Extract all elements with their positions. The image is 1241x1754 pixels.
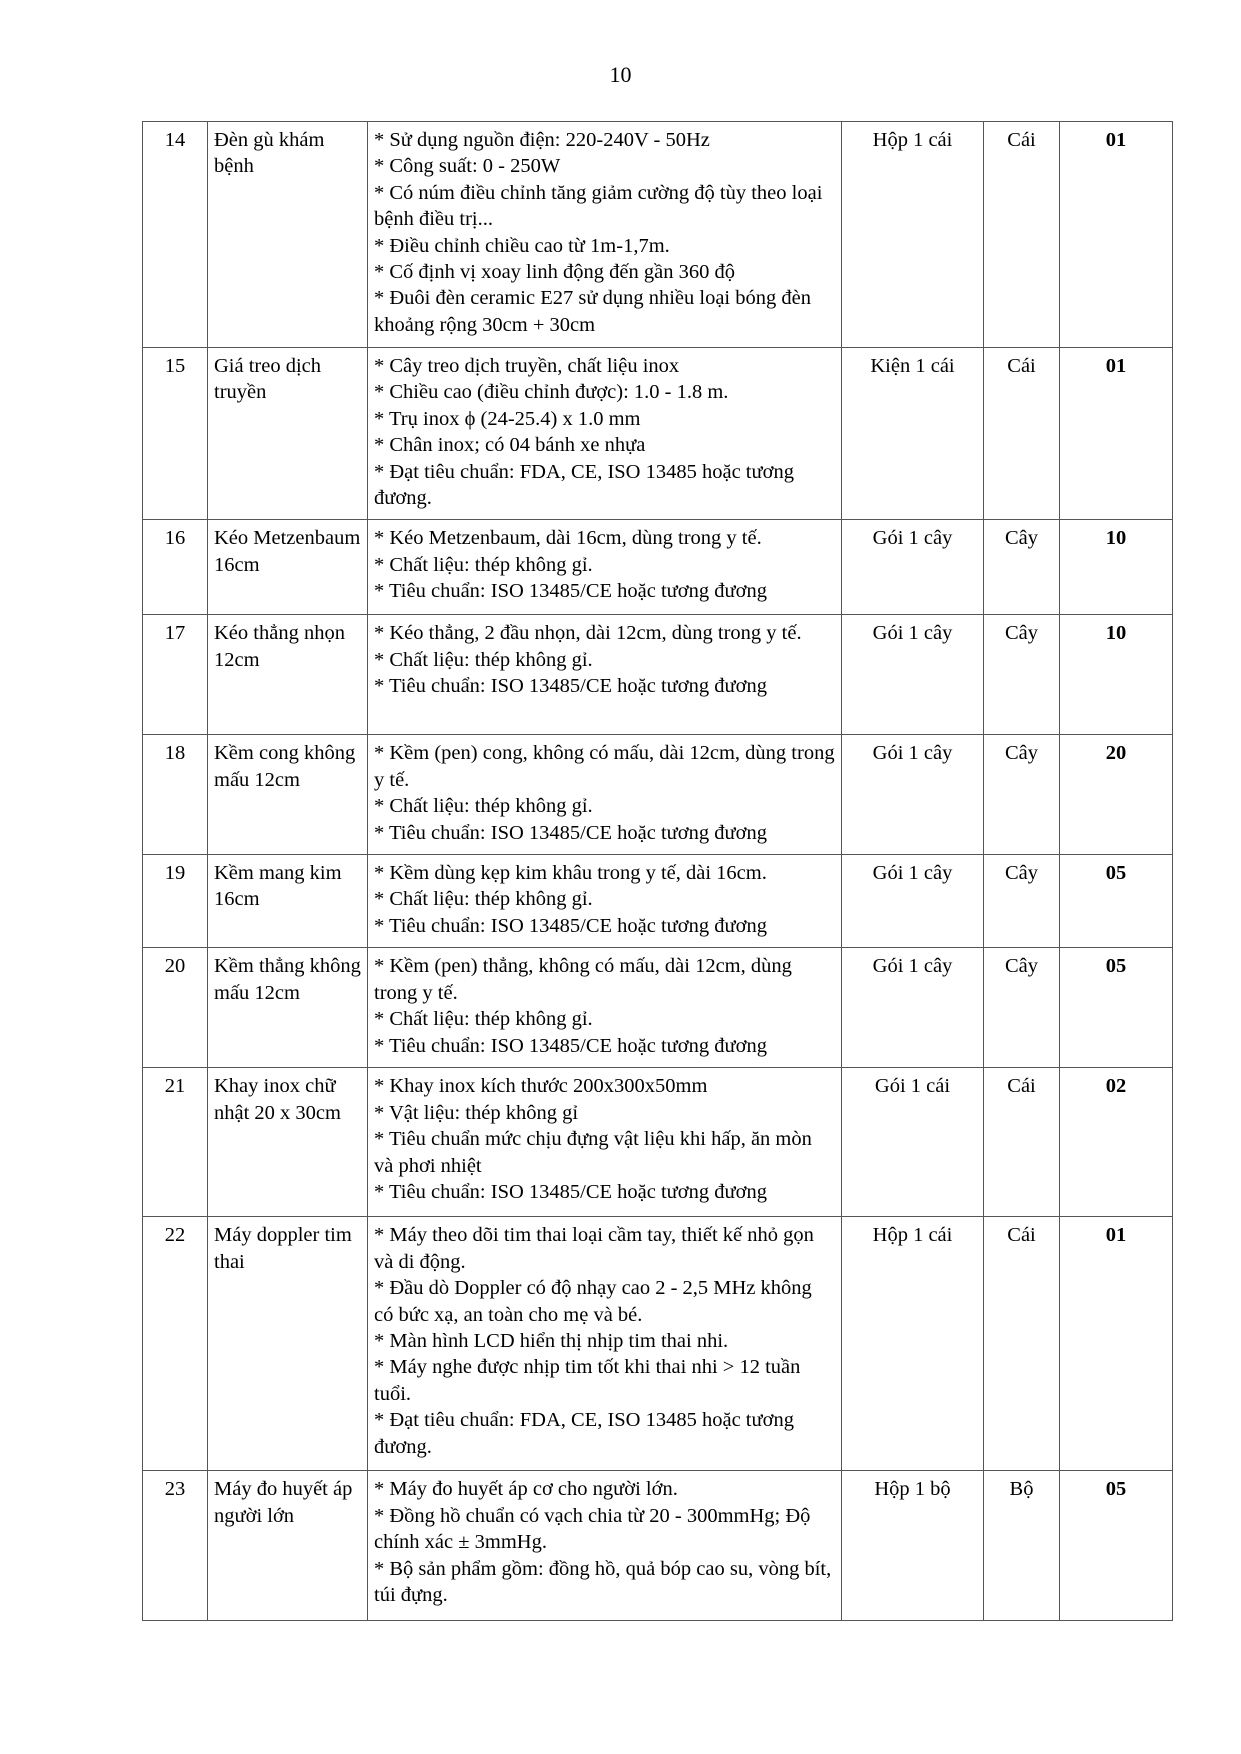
unit: Cái <box>984 348 1060 520</box>
packaging: Hộp 1 bộ <box>842 1471 984 1621</box>
packaging: Gói 1 cây <box>842 948 984 1068</box>
spec-line: * Máy đo huyết áp cơ cho người lớn. <box>374 1478 678 1501</box>
packaging: Gói 1 cây <box>842 520 984 615</box>
packaging: Kiện 1 cái <box>842 348 984 520</box>
row-number: 17 <box>143 615 208 735</box>
spec-line: * Tiêu chuẩn: ISO 13485/CE hoặc tương đương <box>374 675 767 698</box>
spec-line: * Máy theo dõi tim thai loại cầm tay, thiết kế nhỏ gọn và di động. <box>374 1224 814 1273</box>
spec-line: * Đầu dò Doppler có độ nhạy cao 2 - 2,5 MHz không có bức xạ, an toàn cho mẹ và bé. <box>374 1277 812 1326</box>
row-number: 20 <box>143 948 208 1068</box>
spec-line: * Máy nghe được nhịp tim tốt khi thai nhi > 12 tuần tuổi. <box>374 1356 801 1405</box>
row-number: 23 <box>143 1471 208 1621</box>
spec-line: * Khay inox kích thước 200x300x50mm <box>374 1075 708 1098</box>
spec-line: * Điều chỉnh chiều cao từ 1m-1,7m. <box>374 234 670 257</box>
item-specs <box>368 348 842 520</box>
item-specs <box>368 1471 842 1621</box>
unit: Cây <box>984 735 1060 855</box>
page-number: 10 <box>609 62 632 87</box>
item-name: Giá treo dịch truyền <box>208 348 368 520</box>
row-number: 18 <box>143 735 208 855</box>
table-row <box>143 520 1173 615</box>
item-specs <box>368 1068 842 1217</box>
unit: Cây <box>984 855 1060 948</box>
unit: Cây <box>984 520 1060 615</box>
row-number: 14 <box>143 122 208 348</box>
item-name: Khay inox chữ nhật 20 x 30cm <box>208 1068 368 1217</box>
spec-line: * Chất liệu: thép không gỉ. <box>374 553 593 576</box>
spec-line: * Tiêu chuẩn: ISO 13485/CE hoặc tương đương <box>374 1180 767 1203</box>
unit: Bộ <box>984 1471 1060 1621</box>
spec-line: * Đồng hồ chuẩn có vạch chia từ 20 - 300mmHg; Độ chính xác ± 3mmHg. <box>374 1504 811 1554</box>
quantity: 05 <box>1060 948 1173 1068</box>
spec-line: * Kéo thẳng, 2 đầu nhọn, dài 12cm, dùng trong y tế. <box>374 622 802 645</box>
packaging: Hộp 1 cái <box>842 122 984 348</box>
item-specs <box>368 122 842 348</box>
packaging: Gói 1 cái <box>842 1068 984 1217</box>
quantity: 01 <box>1060 348 1173 520</box>
item-specs <box>368 520 842 615</box>
spec-line: * Màn hình LCD hiển thị nhịp tim thai nhi. <box>374 1329 729 1352</box>
spec-line: * Có núm điều chỉnh tăng giảm cường độ tùy theo loại bệnh điều trị... <box>374 181 823 231</box>
spec-line: * Tiêu chuẩn: ISO 13485/CE hoặc tương đương <box>374 914 767 937</box>
spec-line: * Đạt tiêu chuẩn: FDA, CE, ISO 13485 hoặc tương đương. <box>374 1409 794 1458</box>
spec-line: * Chất liệu: thép không gỉ. <box>374 795 593 818</box>
unit: Cái <box>984 122 1060 348</box>
equipment-table <box>142 121 1173 1621</box>
spec-line: * Vật liệu: thép không gỉ <box>374 1101 579 1124</box>
item-specs <box>368 615 842 735</box>
packaging: Gói 1 cây <box>842 855 984 948</box>
spec-line: * Chất liệu: thép không gỉ. <box>374 888 593 911</box>
spec-line: * Kéo Metzenbaum, dài 16cm, dùng trong y tế. <box>374 527 762 550</box>
spec-line: * Chất liệu: thép không gỉ. <box>374 1008 593 1031</box>
table-row <box>143 735 1173 855</box>
spec-line: * Chân inox; có 04 bánh xe nhựa <box>374 434 646 457</box>
table-row <box>143 348 1173 520</box>
unit: Cây <box>984 615 1060 735</box>
spec-line: * Đuôi đèn ceramic E27 sử dụng nhiều loại bóng đèn khoảng rộng 30cm + 30cm <box>374 287 811 336</box>
item-name: Kềm thẳng không mấu 12cm <box>208 948 368 1068</box>
spec-line: * Tiêu chuẩn mức chịu đựng vật liệu khi hấp, ăn mòn và phơi nhiệt <box>374 1128 812 1177</box>
unit: Cây <box>984 948 1060 1068</box>
item-name: Kềm mang kim 16cm <box>208 855 368 948</box>
spec-line: * Đạt tiêu chuẩn: FDA, CE, ISO 13485 hoặc tương đương. <box>374 460 794 510</box>
spec-line: * Bộ sản phẩm gồm: đồng hồ, quả bóp cao su, vòng bít, túi đựng. <box>374 1557 832 1606</box>
table-row <box>143 1068 1173 1217</box>
quantity: 05 <box>1060 855 1173 948</box>
packaging: Gói 1 cây <box>842 735 984 855</box>
spec-line: * Tiêu chuẩn: ISO 13485/CE hoặc tương đương <box>374 821 767 844</box>
item-name: Kềm cong không mấu 12cm <box>208 735 368 855</box>
table-row <box>143 615 1173 735</box>
unit: Cái <box>984 1068 1060 1217</box>
spec-line: * Cố định vị xoay linh động đến gần 360 độ <box>374 261 736 284</box>
quantity: 02 <box>1060 1068 1173 1217</box>
spec-line: * Sử dụng nguồn điện: 220-240V - 50Hz <box>374 129 710 151</box>
item-specs <box>368 948 842 1068</box>
quantity: 05 <box>1060 1471 1173 1621</box>
table-row <box>143 1217 1173 1471</box>
item-name: Kéo Metzenbaum 16cm <box>208 520 368 615</box>
item-specs <box>368 735 842 855</box>
item-specs <box>368 1217 842 1471</box>
table-row <box>143 855 1173 948</box>
item-name: Máy đo huyết áp người lớn <box>208 1471 368 1621</box>
spec-line: * Kềm (pen) cong, không có mấu, dài 12cm, dùng trong y tế. <box>374 742 835 791</box>
spec-line: * Công suất: 0 - 250W <box>374 155 561 178</box>
row-number: 22 <box>143 1217 208 1471</box>
item-name: Đèn gù khám bệnh <box>208 122 368 348</box>
item-name: Máy doppler tim thai <box>208 1217 368 1471</box>
spec-line: * Tiêu chuẩn: ISO 13485/CE hoặc tương đương <box>374 580 767 603</box>
spec-line: * Tiêu chuẩn: ISO 13485/CE hoặc tương đương <box>374 1034 767 1057</box>
table-row <box>143 122 1173 348</box>
unit: Cái <box>984 1217 1060 1471</box>
spec-line: * Kềm (pen) thẳng, không có mấu, dài 12cm, dùng trong y tế. <box>374 955 792 1004</box>
quantity: 10 <box>1060 615 1173 735</box>
spec-line: * Trụ inox ϕ (24-25.4) x 1.0 mm <box>374 407 641 430</box>
quantity: 20 <box>1060 735 1173 855</box>
table-row <box>143 948 1173 1068</box>
spec-line: * Cây treo dịch truyền, chất liệu inox <box>374 355 680 377</box>
row-number: 19 <box>143 855 208 948</box>
spec-line: * Chiều cao (điều chỉnh được): 1.0 - 1.8 m. <box>374 381 729 404</box>
quantity: 01 <box>1060 122 1173 348</box>
spec-line: * Chất liệu: thép không gỉ. <box>374 648 593 671</box>
row-number: 15 <box>143 348 208 520</box>
packaging: Hộp 1 cái <box>842 1217 984 1471</box>
row-number: 21 <box>143 1068 208 1217</box>
packaging: Gói 1 cây <box>842 615 984 735</box>
table-row <box>143 1471 1173 1621</box>
item-name: Kéo thẳng nhọn 12cm <box>208 615 368 735</box>
quantity: 10 <box>1060 520 1173 615</box>
spec-line: * Kềm dùng kẹp kim khâu trong y tế, dài 16cm. <box>374 862 767 885</box>
quantity: 01 <box>1060 1217 1173 1471</box>
row-number: 16 <box>143 520 208 615</box>
item-specs <box>368 855 842 948</box>
